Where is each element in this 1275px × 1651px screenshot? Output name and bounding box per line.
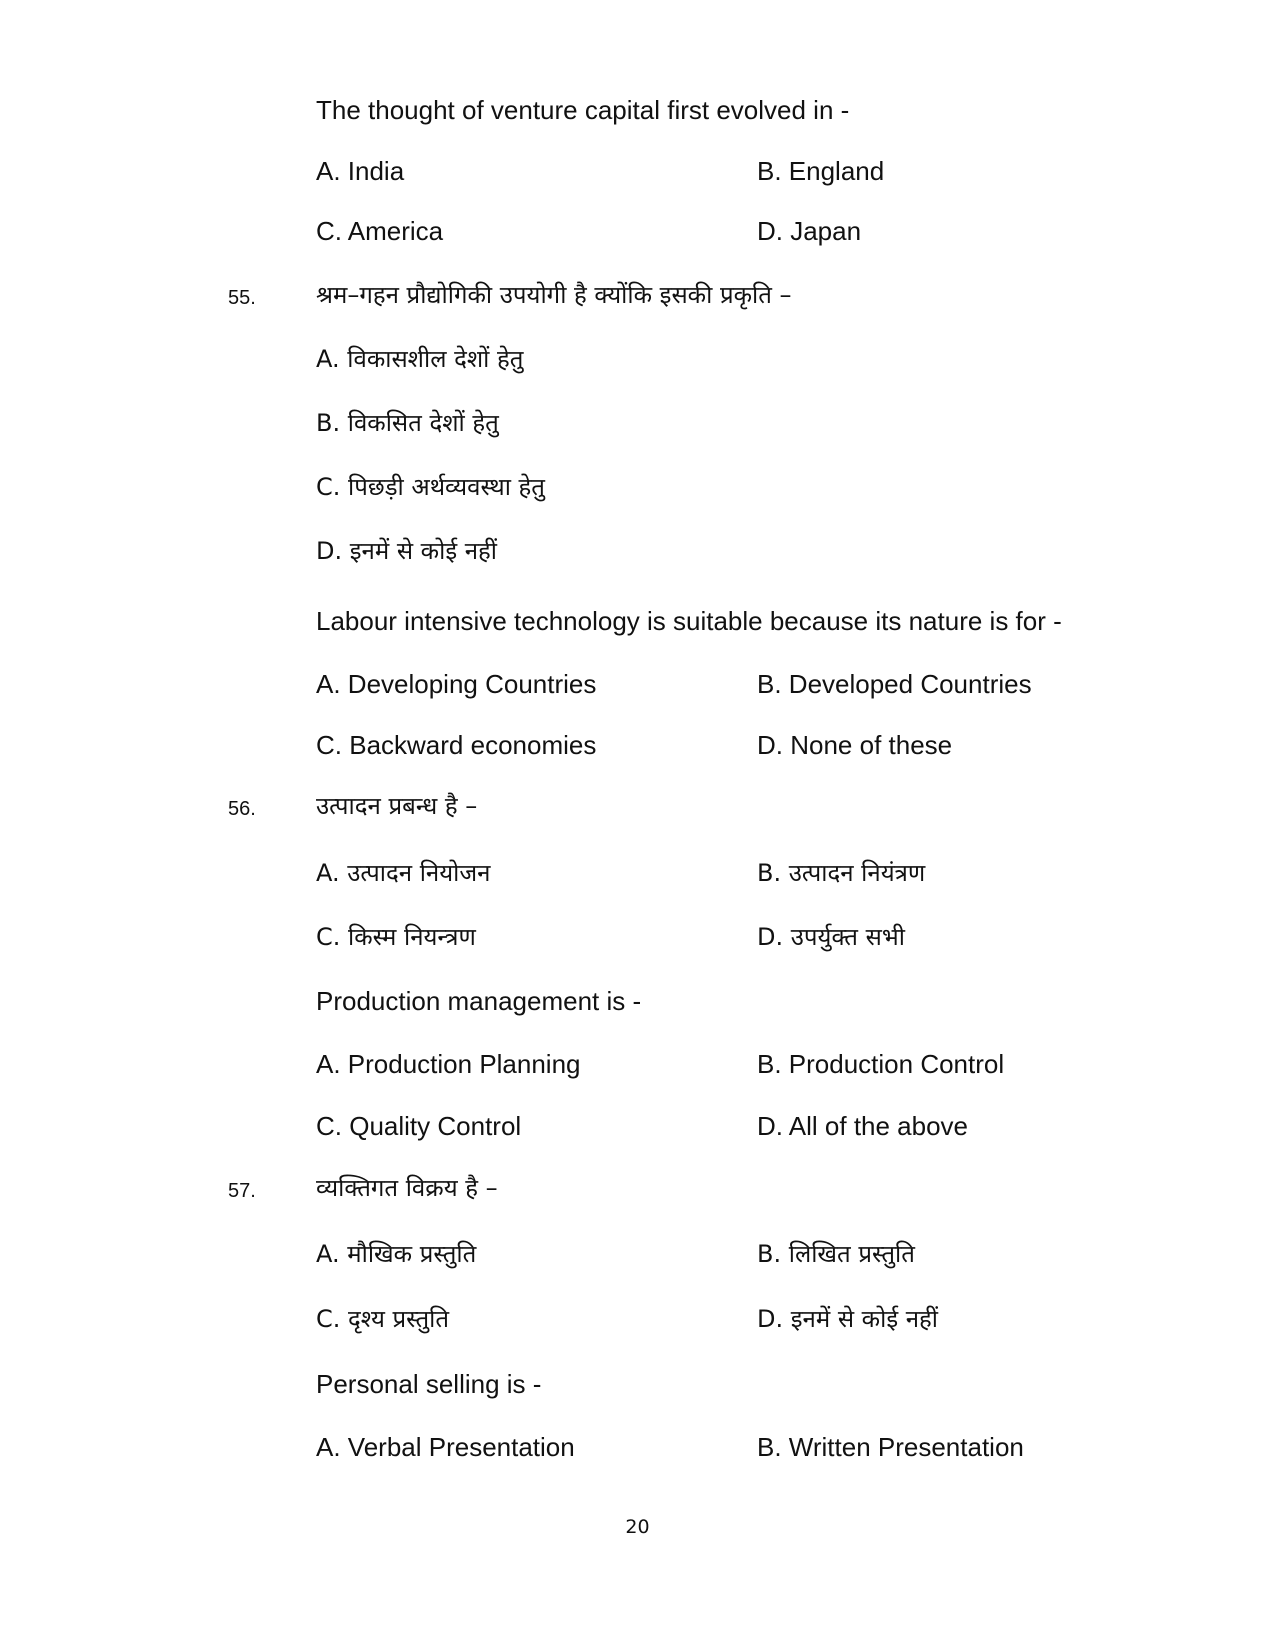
q56-en-option-d: D. All of the above xyxy=(757,1111,969,1141)
q54-en-question: The thought of venture capital first evolved in - xyxy=(316,95,850,125)
q55-en-option-c: C. Backward economies xyxy=(316,730,597,760)
q56-hi-option-d: D. उपर्युक्त सभी xyxy=(757,923,905,951)
q57-hi-option-d: D. इनमें से कोई नहीं xyxy=(757,1305,939,1333)
q55-hi-question: श्रम–गहन प्रौद्योगिकी उपयोगी है क्योंकि इसकी प्रकृति – xyxy=(316,281,792,309)
q57-en-question: Personal selling is - xyxy=(316,1369,542,1399)
q55-en-option-b: B. Developed Countries xyxy=(757,669,1032,699)
q54-en-option-c: C. America xyxy=(316,216,444,246)
q56-en-option-c: C. Quality Control xyxy=(316,1111,522,1141)
q57-en-option-a: A. Verbal Presentation xyxy=(316,1432,575,1462)
q56-en-option-b: B. Production Control xyxy=(757,1049,1005,1079)
q55-en-option-d: D. None of these xyxy=(757,730,953,760)
q57-hi-option-c: C. दृश्य प्रस्तुति xyxy=(316,1305,450,1333)
q56-en-option-a: A. Production Planning xyxy=(316,1049,581,1079)
q56-number: 56. xyxy=(228,798,256,820)
page-number: 20 xyxy=(625,1516,650,1538)
q55-hi-option-d: D. इनमें से कोई नहीं xyxy=(316,537,498,565)
q56-hi-option-a: A. उत्पादन नियोजन xyxy=(316,859,491,887)
q56-hi-question: उत्पादन प्रबन्ध है – xyxy=(316,792,478,820)
q56-hi-option-b: B. उत्पादन नियंत्रण xyxy=(757,859,926,887)
q54-en-option-b: B. England xyxy=(757,156,885,186)
q54-en-option-a: A. India xyxy=(316,156,405,186)
q54-en-option-d: D. Japan xyxy=(757,216,862,246)
q57-hi-option-a: A. मौखिक प्रस्तुति xyxy=(316,1240,477,1268)
q55-hi-option-a: A. विकासशील देशों हेतु xyxy=(316,345,524,373)
q56-en-question: Production management is - xyxy=(316,986,642,1016)
q56-hi-option-c: C. किस्म नियन्त्रण xyxy=(316,923,476,951)
q57-number: 57. xyxy=(228,1180,256,1202)
q55-hi-option-c: C. पिछड़ी अर्थव्यवस्था हेतु xyxy=(316,473,545,501)
q55-en-question: Labour intensive technology is suitable because its nature is for - xyxy=(316,606,1062,636)
q55-hi-option-b: B. विकसित देशों हेतु xyxy=(316,409,499,437)
q55-number: 55. xyxy=(228,287,256,309)
q57-en-option-b: B. Written Presentation xyxy=(757,1432,1024,1462)
q55-en-option-a: A. Developing Countries xyxy=(316,669,597,699)
q57-hi-option-b: B. लिखित प्रस्तुति xyxy=(757,1240,915,1268)
q57-hi-question: व्यक्तिगत विक्रय है – xyxy=(316,1174,498,1202)
